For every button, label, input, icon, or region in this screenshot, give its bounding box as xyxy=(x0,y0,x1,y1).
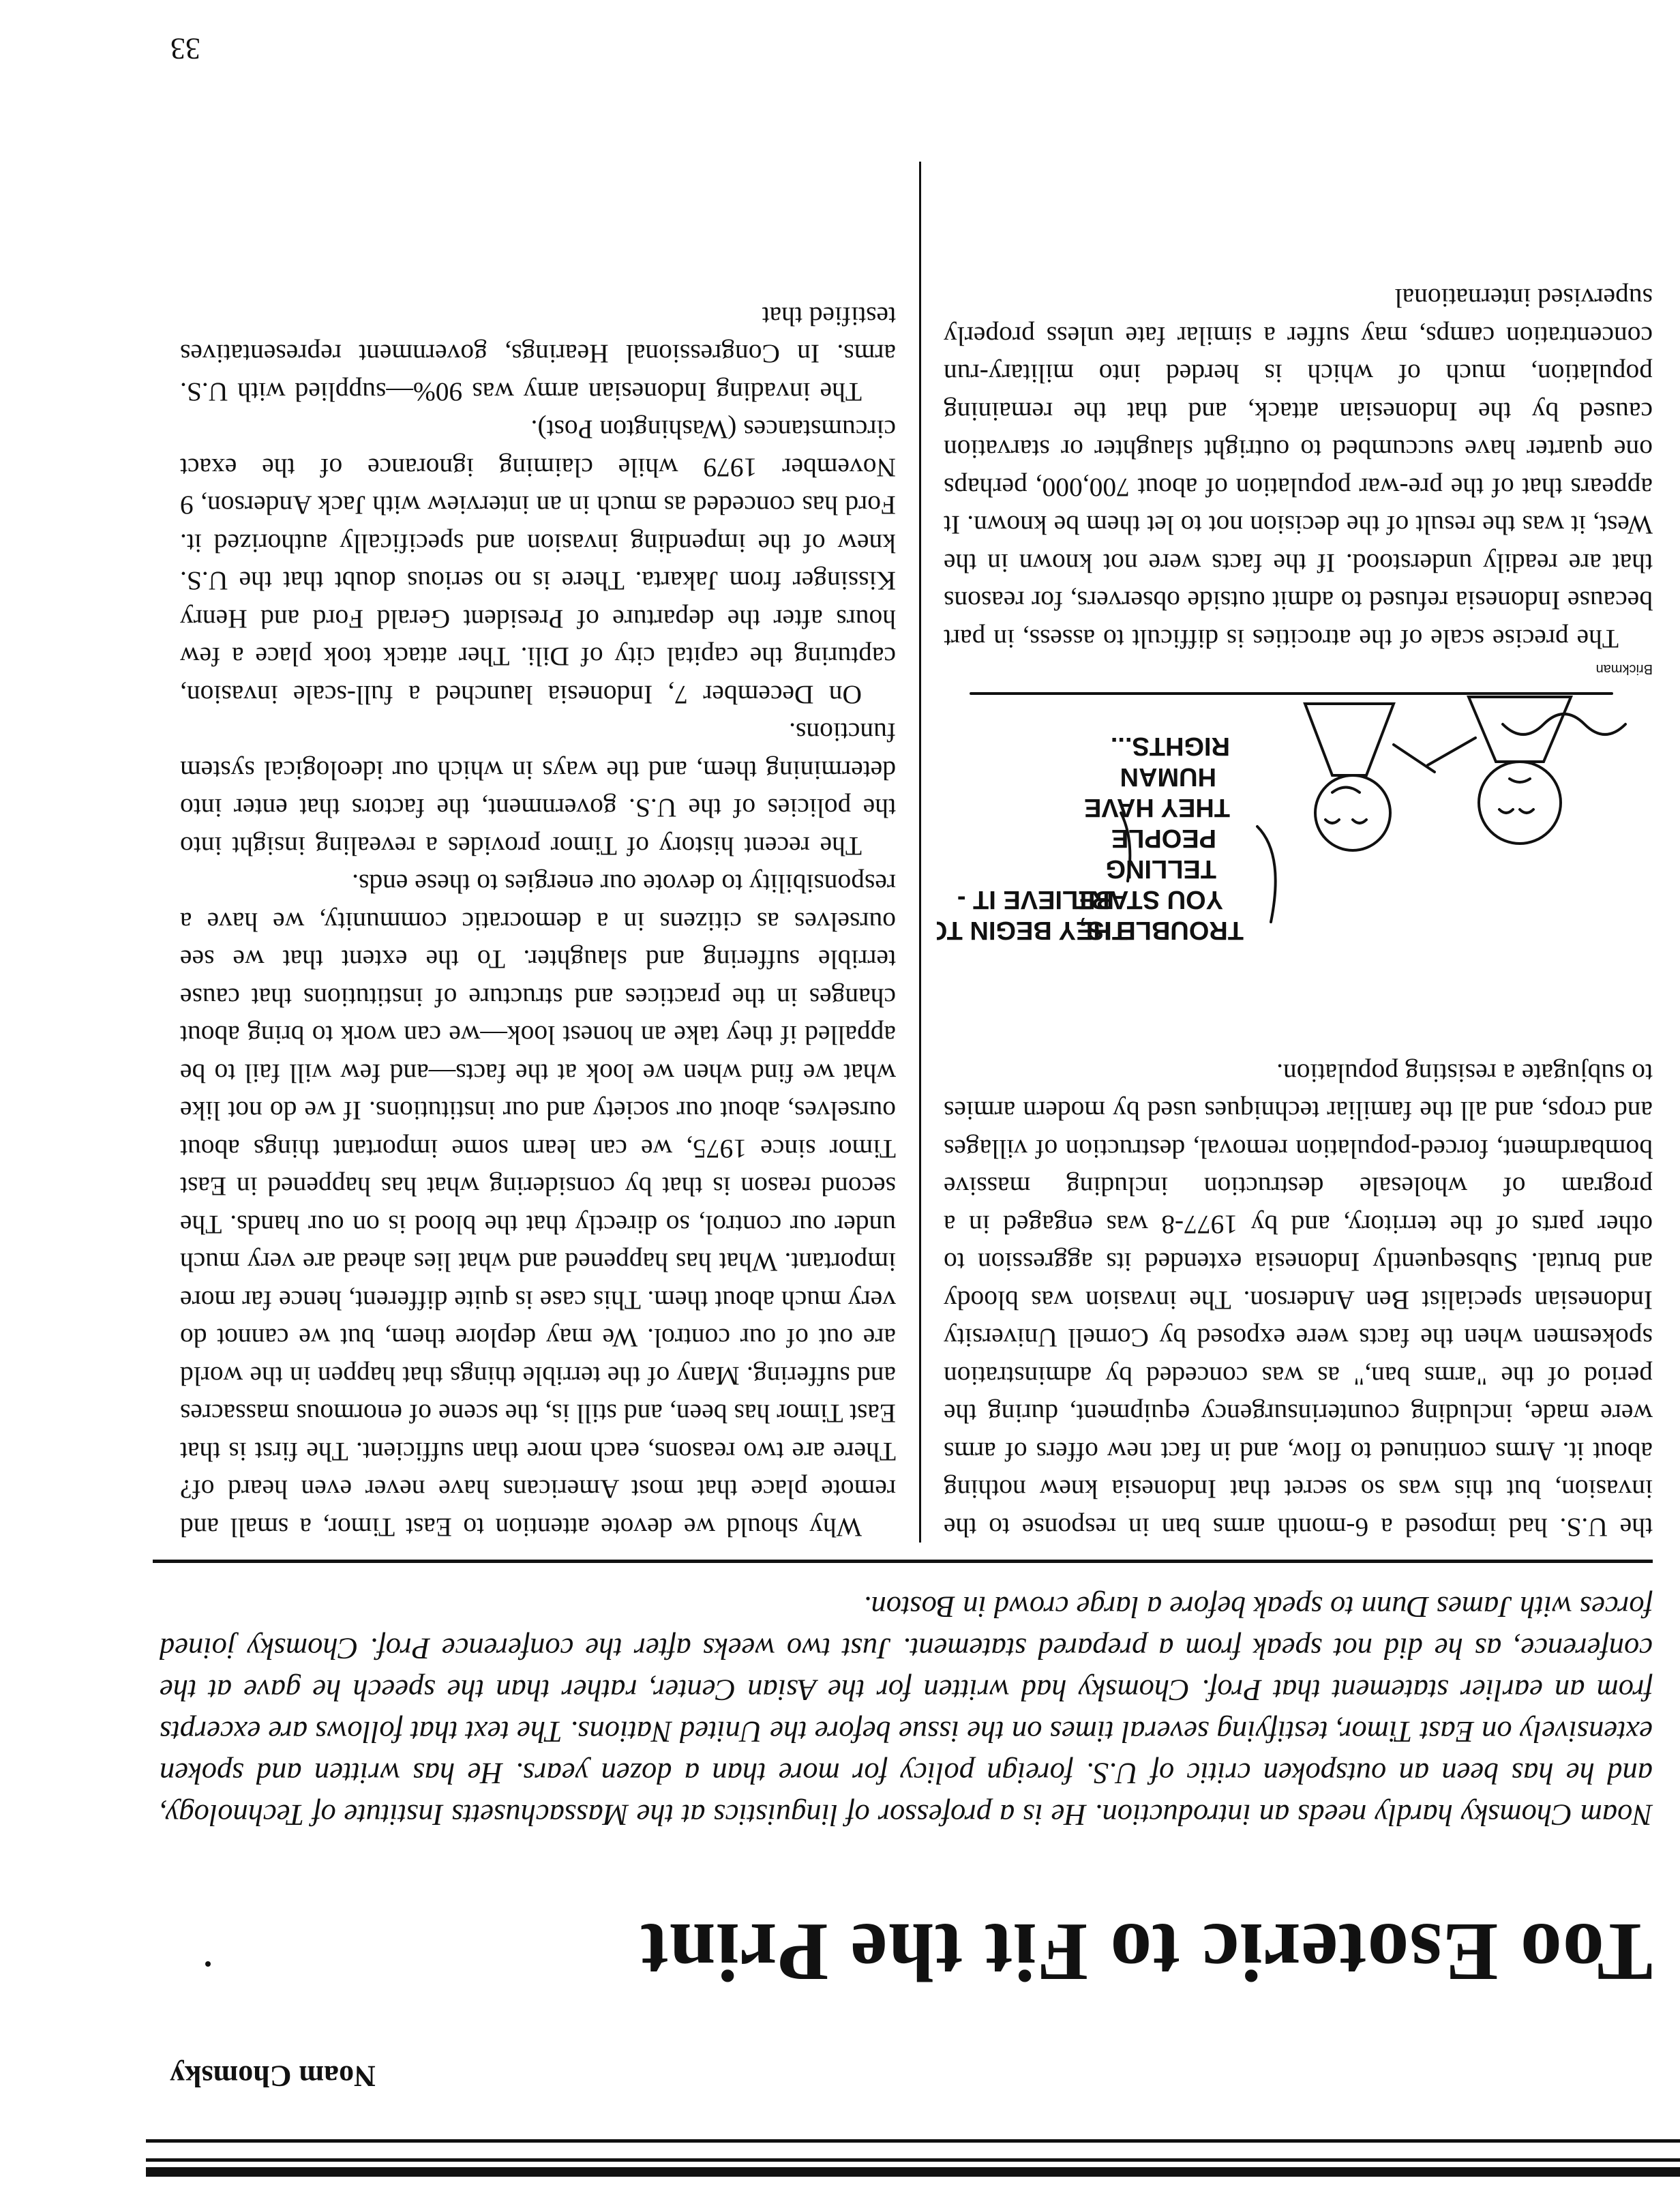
body-paragraph: Why should we devote attention to East Timor, a small and remote place that most Americans have never even heard of? There are two reasons, each more than sufficient. The first is that East Timor has been, and still is, the scene of enormous massacres and suffering. Many of the terrible things that happen in the world are out of our control. We may deplore them, but we cannot do very much about them. This case is quite different, hence far more important. What has happened and what lies ahead are very much under our control, so directly that the blood is on our hands. The second reason is that by considering what has happened in East Timor since 1975, we can learn some important things about ourselves, about our society and our institutions. If we do not like what we find when we look at the facts—and few will fail to be appalled if they take an honest look—we can work to bring about changes in the practices and structure of institutions that cause terrible suffering and slaughter. To the extent that we see ourselves as citizens in a democratic community, we have a responsibility to devote our energies to these ends. xyxy=(180,869,896,1543)
right-figure-body xyxy=(1469,697,1571,762)
article-title: Too Esoteric to Fit the Print xyxy=(640,1906,1653,1998)
article-introduction: Noam Chomsky hardly needs an introduction. He is a professor of linguistics at the Massachusetts Institute of Technology, and he has been an outspoken critic of U.S. foreign policy for more than a dozen years. He has written and spoken extensively on East Timor, testifying several times on the issue before the United Nations. The text that follows are excerpts from an earlier statement that Prof. Chomsky had written for the Asian Center, rather than the speech he gave at the conference, as he did not speak from a prepared statement. Just two weeks after the conference Prof. Chomsky joined forces with James Dunn to speak before a large crowd in Boston. xyxy=(160,1590,1653,1832)
right-column-paragraph: the U.S. had imposed a 6-month arms ban in response to the invasion, but this was so secret that Indonesia knew nothing about it. Arms continued to flow, and in fact new offers of arms were made, including counterinsurgency equipment, during the period of the "arms ban," as was conceded by adminstration spokesmen when the facts were exposed by Cornell University Indonesian specialist Ben Anderson. The invasion was bloody and brutal. Subsequently Indonesia extended its aggression to other parts of the territory, and by 1977-8 was engaged in a program of wholesale destruction including massive bombardment, forced-population removal, destruction of villages and crops, and all the familiar techniques used by modern armies to subjugate a resisting population. xyxy=(944,1058,1653,1543)
cartoon-caption-line: TELLING xyxy=(1105,854,1216,883)
title-dot-mark xyxy=(205,1961,211,1967)
right-figure-eyes xyxy=(1499,809,1533,813)
body-paragraph: On December 7, Indonesia launched a full-scale invasion, capturing the capital city of Dili. Ther attack took place a few hours after the departure of President Gerald Ford and Henry Kissinger from Jakarta. There is no serious doubt that the U.S. knew of the impending invasion and specifically authorized it. Ford has conceded as much in an interview with Jack Anderson, 9 November 1979 while claiming ignorance of the exact circumstances (Washington Post). xyxy=(180,415,896,710)
cartoon-credit: Brickman xyxy=(1595,661,1653,676)
speech-tail-left xyxy=(1257,827,1276,922)
page-number: 33 xyxy=(170,32,200,65)
artist-signature-mark xyxy=(1503,714,1625,734)
column-separator-rule xyxy=(919,162,921,1543)
cartoon-caption-line: TROUBLE IS, xyxy=(1079,916,1244,944)
cartoon-caption-line: THEY BEGIN TO xyxy=(937,916,1128,944)
cartoon-caption-line: RIGHTS... xyxy=(1110,732,1230,760)
left-figure-arm xyxy=(1394,745,1435,772)
left-figure-mouth xyxy=(1332,788,1360,793)
left-figure-body xyxy=(1305,704,1394,775)
left-figure-head xyxy=(1315,775,1390,850)
editorial-cartoon xyxy=(937,683,1653,949)
right-figure-arm xyxy=(1428,738,1475,765)
cartoon-caption-line: THEY HAVE xyxy=(1084,793,1230,822)
header-rule-thin xyxy=(146,2158,1680,2162)
cartoon-drawing xyxy=(937,683,1653,949)
article-column-left xyxy=(944,1054,1653,1547)
right-figure-head xyxy=(1479,762,1561,844)
left-figure-eyes xyxy=(1325,820,1366,823)
header-rule-thick xyxy=(146,2167,1680,2177)
cartoon-caption-line: PEOPLE xyxy=(1111,824,1216,852)
right-column-paragraph: The precise scale of the atrocities is difficult to assess, in part because Indonesia refused to admit outside observers, for reasons that are readily understood. If the facts were not known in the West, it was the result of the decision not to let them be known. It appears that of the pre-war population of about 700,000, perhaps one quarter have succumbed to outright slaughter or starvation caused by the Indonesian attack, and that the remaining population, much of which is herded into military-run concentration camps, may suffer a similar fate unless properly supervised international xyxy=(944,283,1653,654)
cartoon-caption-line: BELIEVE IT - xyxy=(957,885,1114,914)
author-name: Noam Chomsky xyxy=(170,2059,376,2093)
article-column-left-lower xyxy=(944,279,1653,657)
header-rule-thin-lower xyxy=(146,2139,1680,2143)
body-paragraph: The invading Indonesian army was 90%—supplied with U.S. arms. In Congressional Hearings, government representatives testified that xyxy=(180,301,896,407)
body-paragraph: The recent history of Timor provides a revealing insight into the policies of the U.S. government, the factors that enter into determining them, and the ways in which our ideological system functions. xyxy=(180,717,896,861)
right-figure-mouth xyxy=(1510,779,1530,782)
intro-separator-rule xyxy=(153,1560,1653,1563)
article-column-right xyxy=(180,297,896,1547)
cartoon-caption-line: YOU START xyxy=(1075,885,1223,914)
cartoon-caption-line: HUMAN xyxy=(1120,762,1216,791)
